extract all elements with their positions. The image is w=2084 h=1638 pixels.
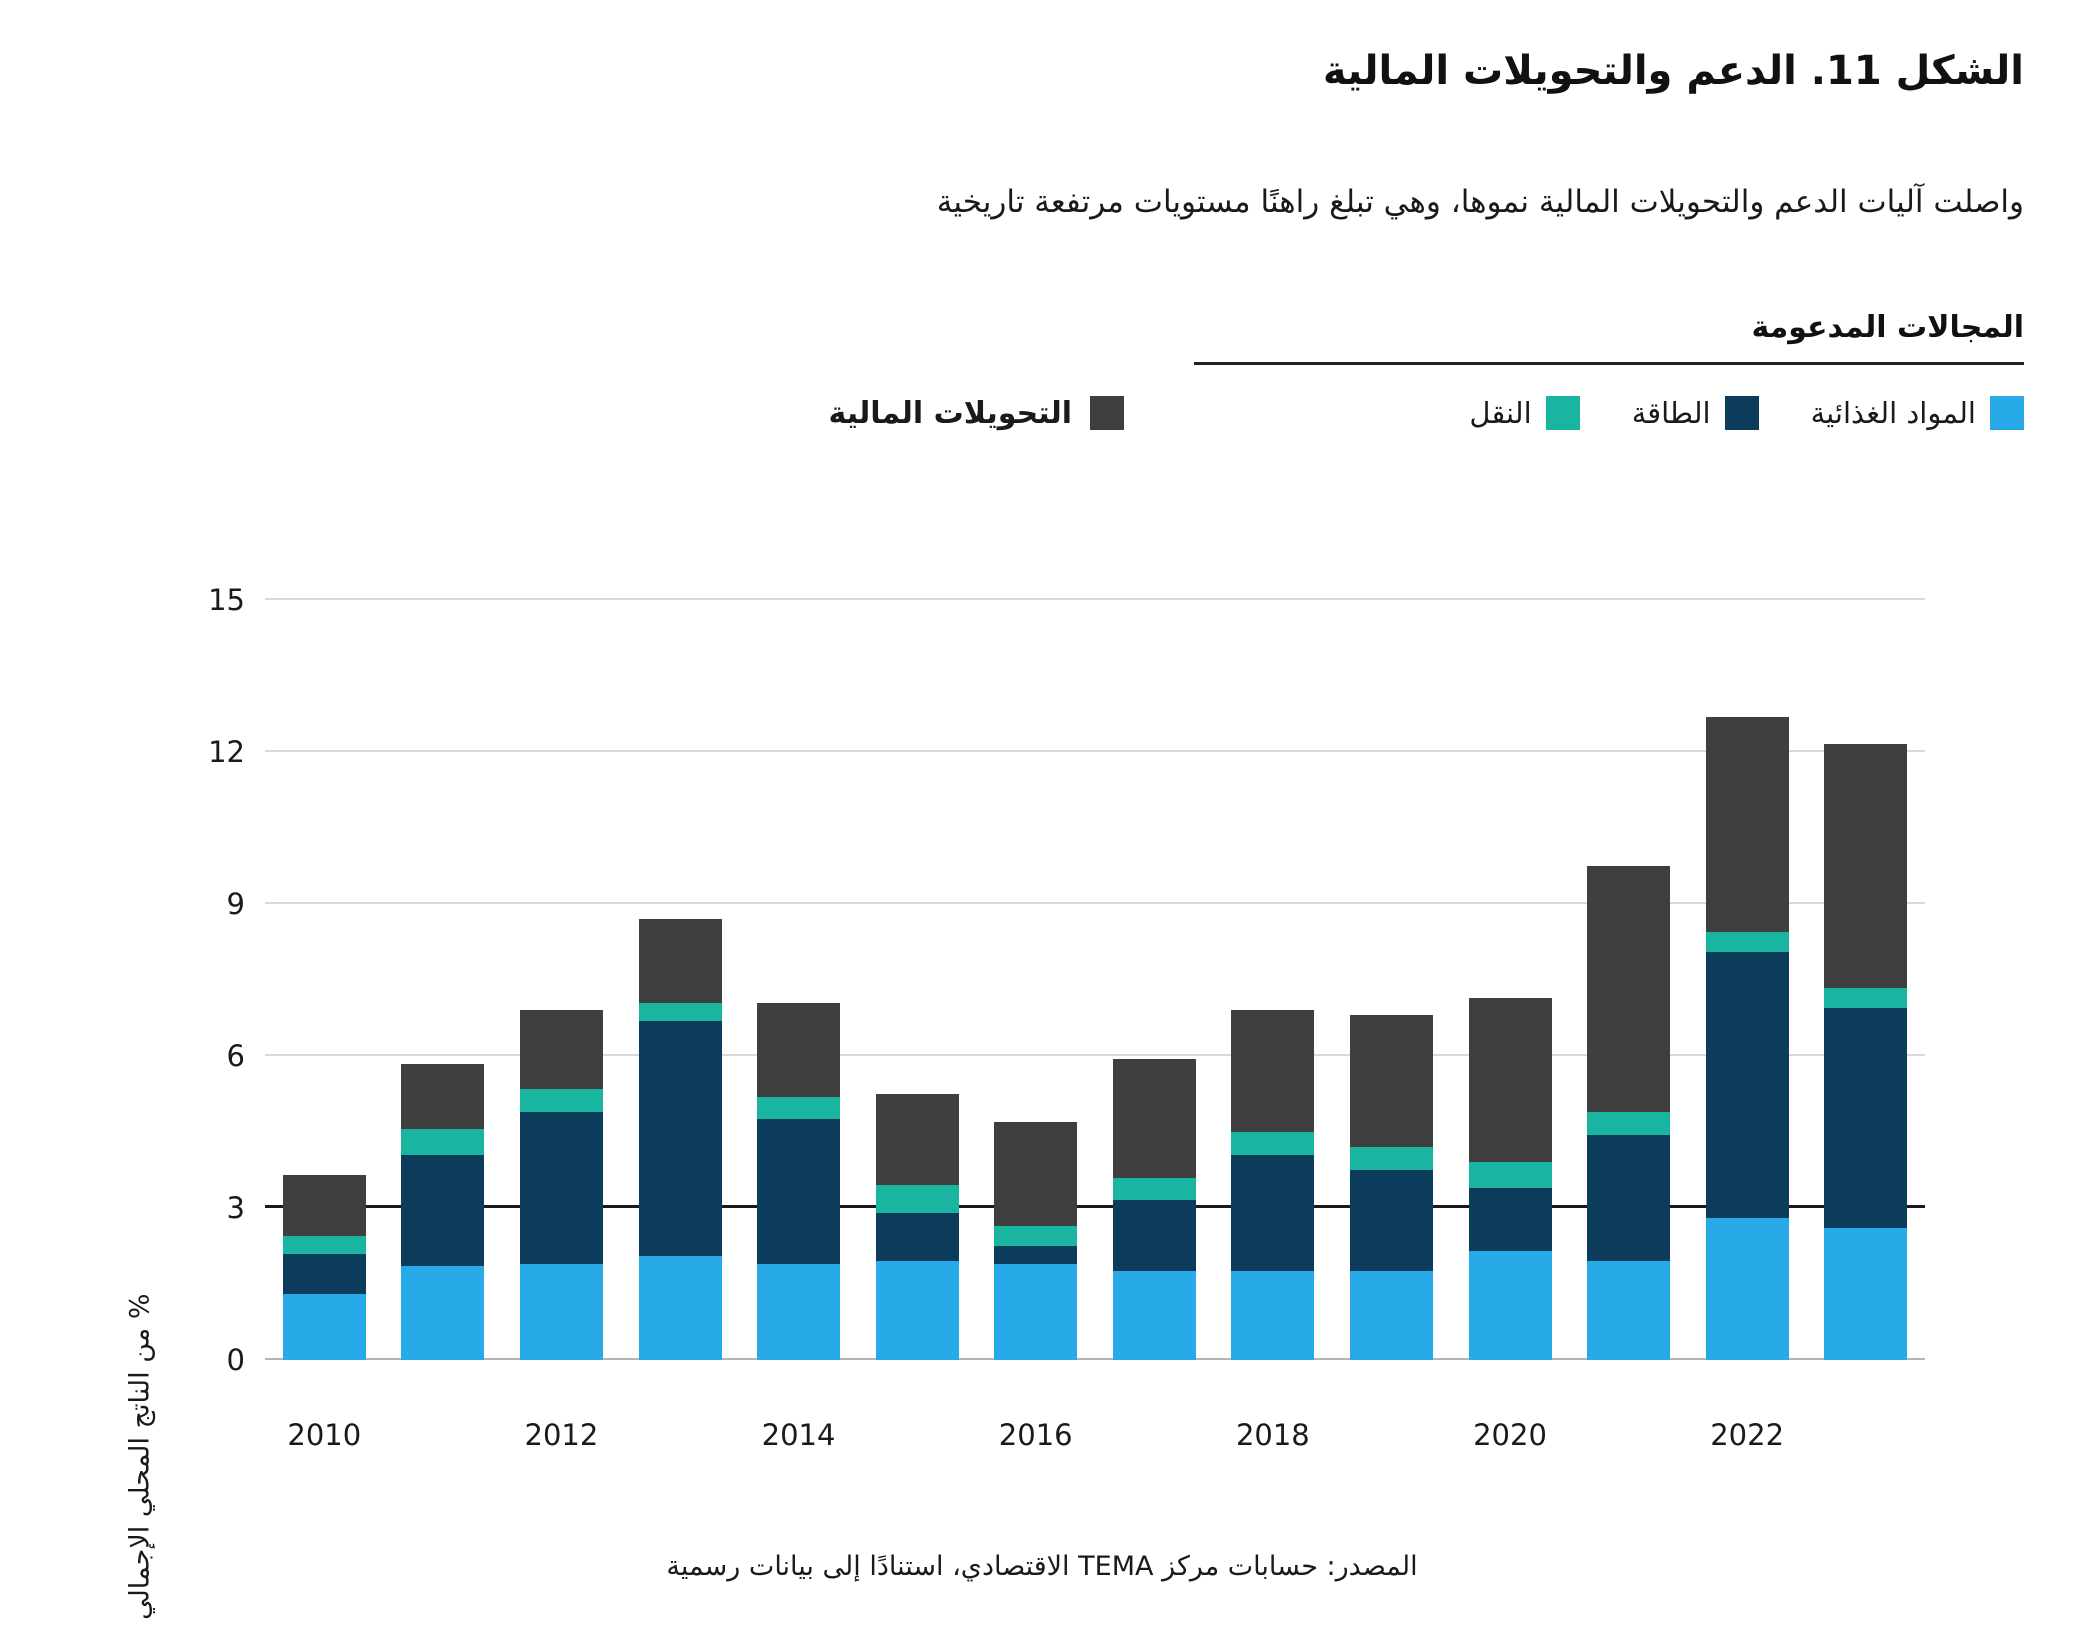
page-title: الشكل 11. الدعم والتحويلات المالية bbox=[1322, 48, 2024, 94]
y-tick-label-0: 0 bbox=[226, 1343, 245, 1377]
legend-items bbox=[1194, 388, 2024, 438]
bar-segment-2011-1 bbox=[401, 1155, 484, 1266]
bar-segment-2023-3 bbox=[1824, 744, 1907, 987]
bar-group-2015 bbox=[876, 600, 959, 1360]
bar-segment-2014-0 bbox=[757, 1264, 840, 1360]
x-tick-label-2018: 2018 bbox=[1235, 1418, 1310, 1452]
y-tick-label-6: 6 bbox=[226, 1039, 245, 1073]
bar-segment-2020-0 bbox=[1469, 1251, 1552, 1360]
legend-heading: المجالات المدعومة bbox=[1751, 310, 2024, 345]
bar-segment-2015-0 bbox=[876, 1261, 959, 1360]
bar-segment-2016-3 bbox=[994, 1122, 1077, 1226]
bar-group-2013 bbox=[639, 600, 722, 1360]
bar-segment-2021-1 bbox=[1587, 1135, 1670, 1262]
bar-segment-2017-0 bbox=[1113, 1271, 1196, 1360]
legend-label-transport: النقل bbox=[1469, 396, 1532, 430]
bar-segment-2017-2 bbox=[1113, 1178, 1196, 1201]
bar-segment-2012-2 bbox=[520, 1089, 603, 1112]
bar-segment-2014-1 bbox=[757, 1119, 840, 1263]
y-tick-label-9: 9 bbox=[226, 887, 245, 921]
bar-segment-2022-1 bbox=[1706, 952, 1789, 1218]
bar-segment-2018-3 bbox=[1231, 1010, 1314, 1132]
x-tick-label-2010: 2010 bbox=[287, 1418, 362, 1452]
bar-segment-2022-2 bbox=[1706, 932, 1789, 952]
bar-segment-2014-3 bbox=[757, 1003, 840, 1097]
bar-segment-2019-0 bbox=[1350, 1271, 1433, 1360]
page-subtitle: واصلت آليات الدعم والتحويلات المالية نموها، وهي تبلغ راهنًا مستويات مرتفعة تاريخية bbox=[936, 184, 2024, 220]
legend-item-transfers bbox=[829, 388, 1125, 438]
bar-segment-2011-2 bbox=[401, 1129, 484, 1154]
bar-segment-2013-0 bbox=[639, 1256, 722, 1360]
bar-group-2017 bbox=[1113, 600, 1196, 1360]
bar-segment-2014-2 bbox=[757, 1097, 840, 1120]
bar-group-2020 bbox=[1469, 600, 1552, 1360]
bar-segment-2018-2 bbox=[1231, 1132, 1314, 1155]
bar-group-2022 bbox=[1706, 600, 1789, 1360]
bar-segment-2017-3 bbox=[1113, 1059, 1196, 1178]
bar-segment-2023-2 bbox=[1824, 988, 1907, 1008]
bar-segment-2019-2 bbox=[1350, 1147, 1433, 1170]
bar-group-2021 bbox=[1587, 600, 1670, 1360]
legend-swatch-food-icon bbox=[1990, 396, 2024, 430]
bar-segment-2010-1 bbox=[283, 1254, 366, 1295]
legend-swatch-transport-icon bbox=[1546, 396, 1580, 430]
y-tick-label-3: 3 bbox=[226, 1191, 245, 1225]
plot-area bbox=[208, 583, 1925, 1452]
bar-segment-2020-1 bbox=[1469, 1188, 1552, 1251]
bar-segment-2022-0 bbox=[1706, 1218, 1789, 1360]
y-tick-label-12: 12 bbox=[208, 735, 245, 769]
x-tick-label-2020: 2020 bbox=[1473, 1418, 1547, 1452]
bar-segment-2015-2 bbox=[876, 1185, 959, 1213]
x-tick-label-2022: 2022 bbox=[1710, 1418, 1785, 1452]
bar-group-2014 bbox=[757, 600, 840, 1360]
bar-segment-2020-3 bbox=[1469, 998, 1552, 1163]
bars-layer bbox=[265, 600, 1925, 1360]
bar-group-2019 bbox=[1350, 600, 1433, 1360]
bar-segment-2012-3 bbox=[520, 1010, 603, 1089]
bar-segment-2010-2 bbox=[283, 1236, 366, 1254]
bar-segment-2013-2 bbox=[639, 1003, 722, 1021]
bar-segment-2015-3 bbox=[876, 1094, 959, 1185]
x-tick-label-2012: 2012 bbox=[524, 1418, 599, 1452]
bar-segment-2022-3 bbox=[1706, 717, 1789, 932]
x-tick-label-2016: 2016 bbox=[998, 1418, 1073, 1452]
bar-segment-2018-0 bbox=[1231, 1271, 1314, 1360]
legend-swatch-transfers-icon bbox=[1090, 396, 1124, 430]
bar-segment-2021-3 bbox=[1587, 866, 1670, 1112]
bar-segment-2020-2 bbox=[1469, 1162, 1552, 1187]
bar-segment-2015-1 bbox=[876, 1213, 959, 1261]
bar-segment-2011-0 bbox=[401, 1266, 484, 1360]
bar-segment-2018-1 bbox=[1231, 1155, 1314, 1272]
bar-segment-2016-2 bbox=[994, 1226, 1077, 1246]
bar-group-2023 bbox=[1824, 600, 1907, 1360]
x-tick-label-2014: 2014 bbox=[761, 1418, 836, 1452]
legend-item-energy bbox=[1632, 396, 1759, 430]
bar-segment-2021-2 bbox=[1587, 1112, 1670, 1135]
legend-divider bbox=[1194, 362, 2024, 365]
bar-segment-2019-3 bbox=[1350, 1015, 1433, 1147]
bar-segment-2019-1 bbox=[1350, 1170, 1433, 1271]
bar-segment-2013-3 bbox=[639, 919, 722, 1003]
bar-segment-2016-0 bbox=[994, 1264, 1077, 1360]
bar-group-2010 bbox=[283, 600, 366, 1360]
bar-segment-2010-0 bbox=[283, 1294, 366, 1360]
bar-segment-2021-0 bbox=[1587, 1261, 1670, 1360]
bar-segment-2011-3 bbox=[401, 1064, 484, 1130]
bar-group-2012 bbox=[520, 600, 603, 1360]
legend bbox=[60, 310, 2024, 470]
bar-segment-2016-1 bbox=[994, 1246, 1077, 1264]
legend-label-food: المواد الغذائية bbox=[1810, 396, 1976, 430]
legend-label-transfers: التحويلات المالية bbox=[828, 395, 1072, 431]
bar-group-2016 bbox=[994, 600, 1077, 1360]
legend-label-energy: الطاقة bbox=[1631, 396, 1711, 430]
bar-segment-2023-1 bbox=[1824, 1008, 1907, 1228]
bar-segment-2010-3 bbox=[283, 1175, 366, 1236]
y-tick-label-15: 15 bbox=[208, 583, 245, 617]
bar-segment-2023-0 bbox=[1824, 1228, 1907, 1360]
bar-segment-2017-1 bbox=[1113, 1200, 1196, 1271]
bar-segment-2012-0 bbox=[520, 1264, 603, 1360]
legend-item-food bbox=[1811, 396, 2024, 430]
source-note: المصدر: حسابات مركز TEMA الاقتصادي، استنادًا إلى بيانات رسمية bbox=[666, 1551, 1418, 1582]
y-axis-title: % من الناتج المحلي الإجمالي bbox=[124, 1293, 156, 1620]
legend-item-transport bbox=[1469, 396, 1579, 430]
bar-group-2011 bbox=[401, 600, 484, 1360]
bar-segment-2013-1 bbox=[639, 1021, 722, 1257]
legend-swatch-energy-icon bbox=[1725, 396, 1759, 430]
bar-group-2018 bbox=[1231, 600, 1314, 1360]
bar-segment-2012-1 bbox=[520, 1112, 603, 1264]
